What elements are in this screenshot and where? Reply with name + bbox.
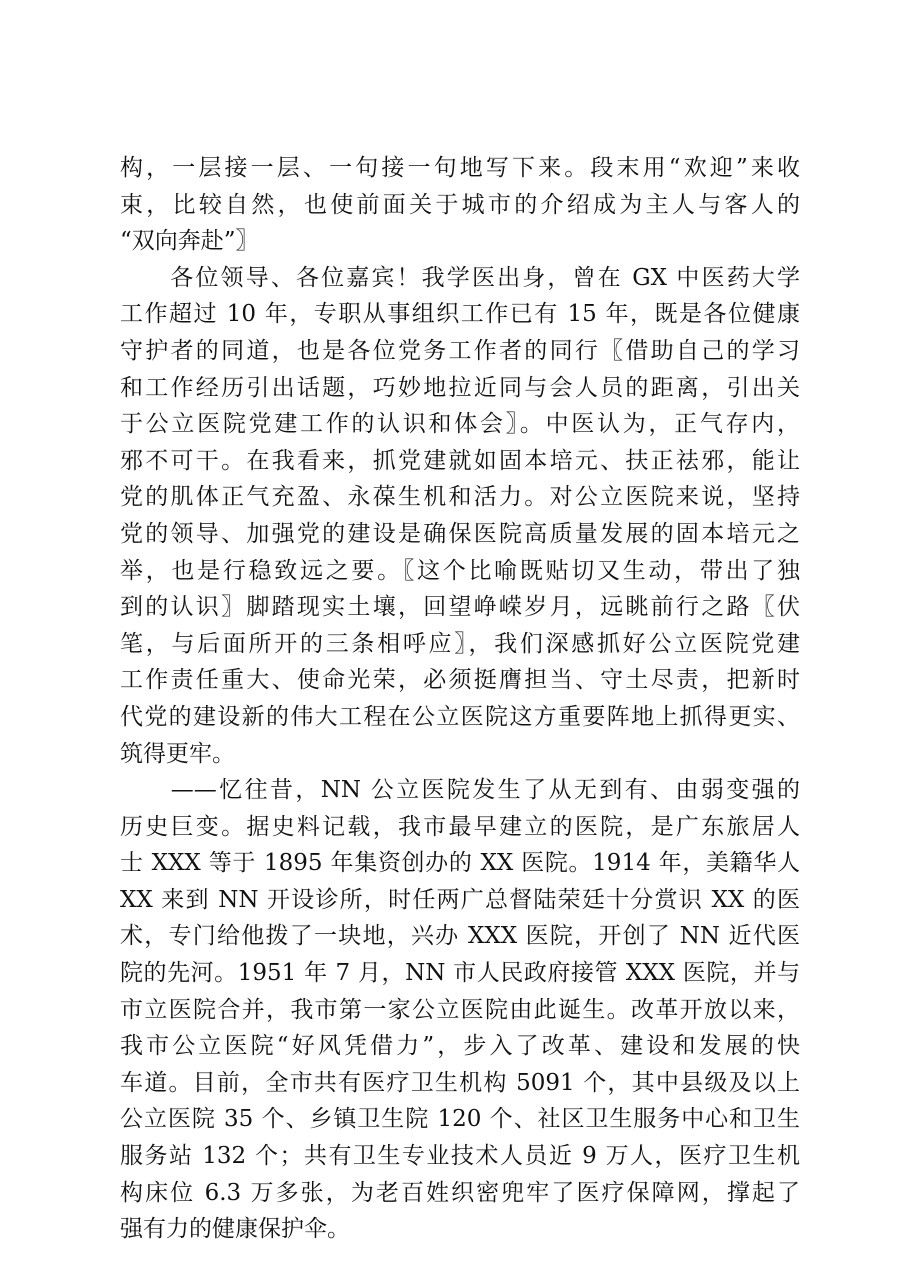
text-line: 举，也是行稳致远之要。〖这个比喻既贴切又生动，带出了独	[120, 557, 800, 584]
paragraph	[120, 772, 800, 1248]
text-line: 强有力的健康保护伞。	[120, 1216, 350, 1243]
text-line: 工作责任重大、使命光荣，必须挺膺担当、守土尽责，把新时	[120, 667, 800, 694]
text-line: 构，一层接一层、一句接一句地写下来。段末用“欢迎”来收	[120, 155, 800, 181]
text-line: 到的认识〗脚踏现实土壤，回望峥嵘岁月，远眺前行之路〖伏	[120, 594, 800, 621]
text-line: 和工作经历引出话题，巧妙地拉近同与会人员的距离，引出关	[120, 374, 800, 401]
paragraph	[120, 260, 800, 772]
text-line: 院的先河。1951 年 7 月，NN 市人民政府接管 XXX 医院，并与	[120, 960, 800, 987]
text-line: 车道。目前，全市共有医疗卫生机构 5091 个，其中县级及以上	[120, 1069, 800, 1096]
text-line: 工作超过 10 年，专职从事组织工作已有 15 年，既是各位健康	[120, 301, 800, 328]
text-line: 代党的建设新的伟大工程在公立医院这方重要阵地上抓得更实、	[120, 703, 800, 730]
text-line: 束，比较自然，也使前面关于城市的介绍成为主人与客人的	[120, 191, 800, 218]
text-line: 公立医院 35 个、乡镇卫生院 120 个、社区卫生服务中心和卫生	[120, 1106, 800, 1133]
text-line: 邪不可干。在我看来，抓党建就如固本培元、扶正祛邪，能让	[120, 447, 800, 474]
text-line: 筑得更牢。	[120, 740, 235, 767]
text-line: “双向奔赴”〗	[120, 228, 259, 255]
text-line: 各位领导、各位嘉宾！我学医出身，曾在 GX 中医药大学	[120, 264, 800, 291]
text-line: 党的领导、加强党的建设是确保医院高质量发展的固本培元之	[120, 520, 800, 547]
text-line: 守护者的同道，也是各位党务工作者的同行〖借助自己的学习	[120, 337, 800, 364]
text-line: 术，专门给他拨了一块地，兴办 XXX 医院，开创了 NN 近代医	[120, 923, 800, 950]
text-line: 我市公立医院“好风凭借力”，步入了改革、建设和发展的快	[120, 1033, 800, 1060]
text-line: 市立医院合并，我市第一家公立医院由此诞生。改革开放以来，	[120, 996, 800, 1023]
text-line: 历史巨变。据史料记载，我市最早建立的医院，是广东旅居人	[120, 813, 800, 840]
text-line: 士 XXX 等于 1895 年集资创办的 XX 医院。1914 年，美籍华人	[120, 850, 800, 877]
text-line: 党的肌体正气充盈、永葆生机和活力。对公立医院来说，坚持	[120, 484, 800, 511]
text-line: XX 来到 NN 开设诊所，时任两广总督陆荣廷十分赏识 XX 的医	[120, 886, 800, 913]
text-line: 笔，与后面所开的三条相呼应〗，我们深感抓好公立医院党建	[120, 630, 800, 657]
paragraph	[120, 150, 800, 260]
text-line: 服务站 132 个；共有卫生专业技术人员近 9 万人，医疗卫生机	[120, 1143, 800, 1170]
text-line: 构床位 6.3 万多张，为老百姓织密兜牢了医疗保障网，撑起了	[120, 1179, 800, 1206]
text-line: ——忆往昔，NN 公立医院发生了从无到有、由弱变强的	[120, 777, 800, 804]
document-body	[120, 150, 800, 1248]
text-line: 于公立医院党建工作的认识和体会〗。中医认为，正气存内，	[120, 411, 800, 438]
